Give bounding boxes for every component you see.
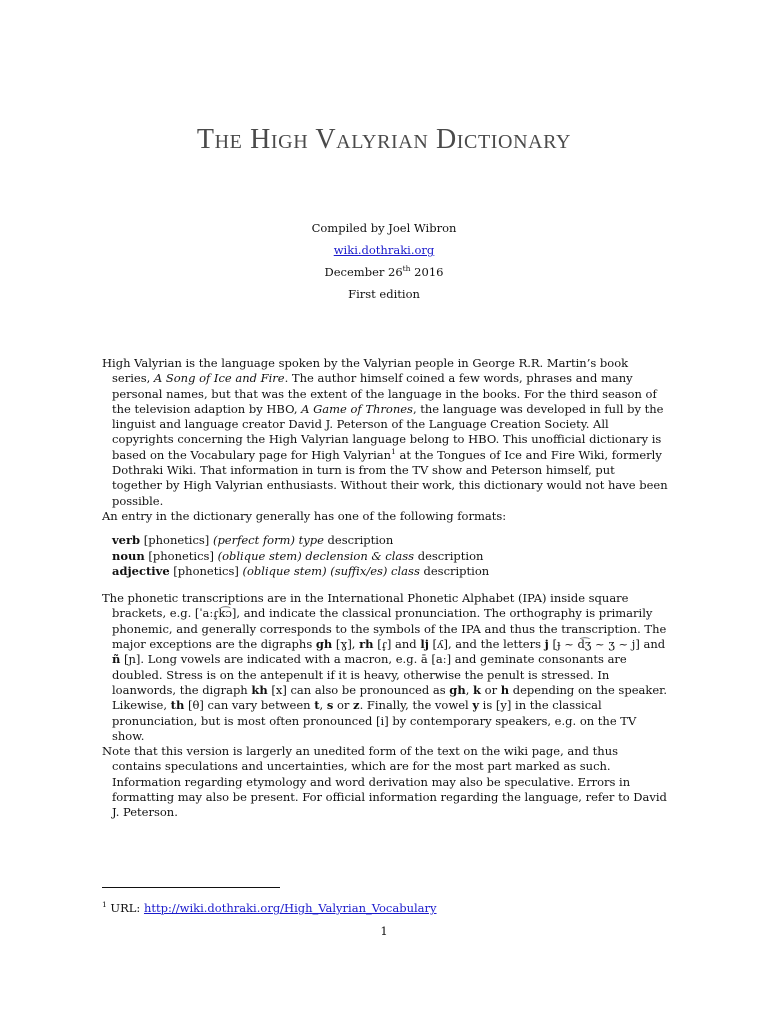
entry-intro: An entry in the dictionary generally has one of the following formats: xyxy=(102,508,507,523)
entry-formats xyxy=(112,533,668,579)
edition: First edition xyxy=(348,287,420,301)
date-text: December 26 xyxy=(324,265,403,279)
compiled-by: Compiled by Joel Wibron xyxy=(311,221,457,235)
footnote-divider xyxy=(102,887,280,888)
footnote-reference[interactable]: 1 xyxy=(391,446,396,456)
footnote-label: URL: xyxy=(106,901,144,915)
publication-date xyxy=(0,265,768,279)
intro-paragraph: High Valyrian is the language spoken by the Valyrian people in George R.R. Martin’s book series, A Song of Ice and Fire. The author himself coined a few words, phrases and many personal names, but that was the extent of the language in the books. For the third season of the television adaption by HBO, A Game of Thrones, the language was developed in full by the linguist and language creator David J. Peterson of the Language Creation Society. All copyrights concerning the High Valyrian language belong to HBO. This unofficial dictionary is based on the Vocabulary page for High Valyrian$^1$ at the Tongues of Ice and Fire Wiki, formerly Dothraki Wiki. That information in turn is from the TV show and Peterson himself, put together by High Valyrian enthusiasts. Without their work, this dictionary would not have been possible. xyxy=(102,356,668,508)
document-body xyxy=(102,356,668,821)
page-title: The High Valyrian Dictionary xyxy=(196,124,572,155)
footnote-link[interactable]: http://wiki.dothraki.org/High_Valyrian_Vocabulary xyxy=(143,901,437,915)
page-number: 1 xyxy=(380,924,388,938)
footnote xyxy=(102,901,437,915)
date-suffix: th xyxy=(402,264,411,274)
date-year: 2016 xyxy=(410,265,444,279)
format-noun: noun [phonetics] (oblique stem) declension & class description xyxy=(112,548,484,563)
source-link[interactable]: wiki.dothraki.org xyxy=(333,243,435,257)
format-verb: verb [phonetics] (perfect form) type description xyxy=(112,533,394,548)
source-link-line xyxy=(0,243,768,257)
footnote-number: 1 xyxy=(102,900,107,910)
phonetics-paragraph: The phonetic transcriptions are in the International Phonetic Alphabet (IPA) inside square brackets, e.g. [ˈaːɾ̥k͡ɔ], and indicate the classical pronunciation. The orthography is primarily phonemic, and generally corresponds to the symbols of the IPA and thus the transcription. The major exceptions are the digraphs gh [ɣ], rh [ɾ̥] and lj [ʎ], and the letters j [ɟ ~ d͡ʒ ~ ʒ ~ j] and ñ [ɲ]. Long vowels are indicated with a macron, e.g. ā [aː] and geminate consonants are doubled. Stress is on the antepenult if it is heavy, otherwise the penult is stressed. In loanwords, the digraph kh [x] can also be pronounced as gh, k or h depending on the speaker. Likewise, th [θ] can vary between t, s or z. Finally, the vowel y is [y] in the classical pronunciation, but is most often pronounced [i] by contemporary speakers, e.g. on the TV show. xyxy=(102,591,668,743)
format-adjective: adjective [phonetics] (oblique stem) (suffix/es) class description xyxy=(112,563,490,578)
note-paragraph: Note that this version is largerly an unedited form of the text on the wiki page, and thus contains speculations and uncertainties, which are for the most part marked as such. Information regarding etymology and word derivation may also be speculative. Errors in formatting may also be present. For official information regarding the language, refer to David J. Peterson. xyxy=(102,744,667,820)
